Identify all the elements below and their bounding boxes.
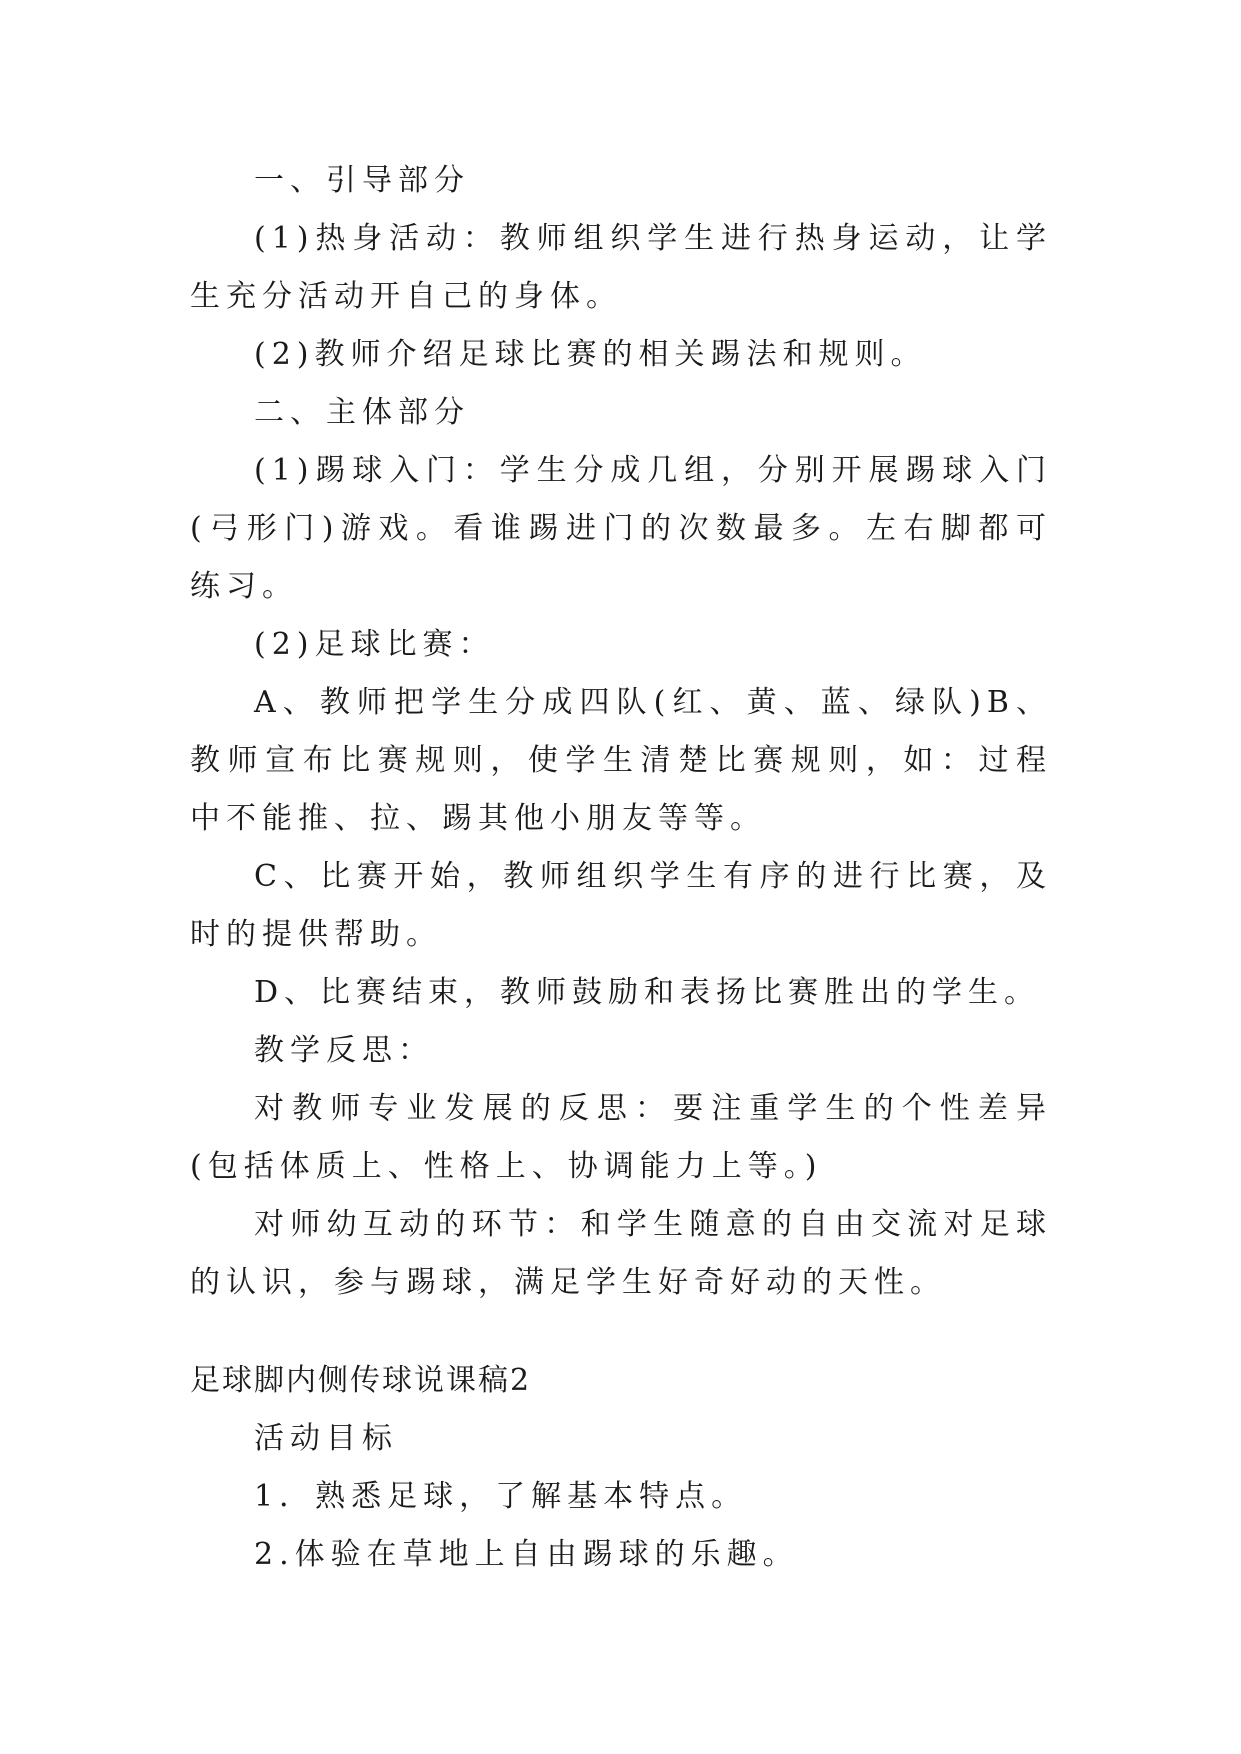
paragraph-goals-heading: 活动目标	[254, 1421, 398, 1456]
paragraph-item-c: C、比赛开始，教师组织学生有序的进行比赛，及时的提供帮助。	[190, 859, 1052, 952]
paragraph-kick-intro: (1)踢球入门：学生分成几组，分别开展踢球入门(弓形门)游戏。看谁踢进门的次数最多。左右脚都可练习。	[190, 453, 1052, 604]
paragraph-reflection-interaction: 对师幼互动的环节：和学生随意的自由交流对足球的认识，参与踢球，满足学生好奇好动的天性。	[190, 1207, 1052, 1300]
paragraph-match-heading: (2)足球比赛：	[254, 627, 495, 662]
paragraph-rules-intro: (2)教师介绍足球比赛的相关踢法和规则。	[254, 337, 927, 372]
heading-main-part: 二、主体部分	[254, 395, 470, 430]
paragraph-goal-2: 2.体验在草地上自由踢球的乐趣。	[254, 1537, 799, 1572]
paragraph-reflection-heading: 教学反思：	[254, 1033, 434, 1068]
paragraph-goal-1: 1．熟悉足球，了解基本特点。	[254, 1479, 748, 1514]
section-title: 足球脚内侧传球说课稿2	[190, 1363, 532, 1398]
heading-guide-part: 一、引导部分	[254, 163, 470, 198]
paragraph-reflection-teacher: 对教师专业发展的反思：要注重学生的个性差异(包括体质上、性格上、协调能力上等。)	[190, 1091, 1052, 1184]
paragraph-warmup: (1)热身活动：教师组织学生进行热身运动，让学生充分活动开自己的身体。	[190, 221, 1052, 314]
document-body	[190, 152, 1052, 1584]
paragraph-item-d: D、比赛结束，教师鼓励和表扬比赛胜出的学生。	[254, 975, 1041, 1010]
paragraph-item-a-b: A、教师把学生分成四队(红、黄、蓝、绿队)B、教师宣布比赛规则，使学生清楚比赛规则，如：过程中不能推、拉、踢其他小朋友等等。	[190, 685, 1052, 836]
